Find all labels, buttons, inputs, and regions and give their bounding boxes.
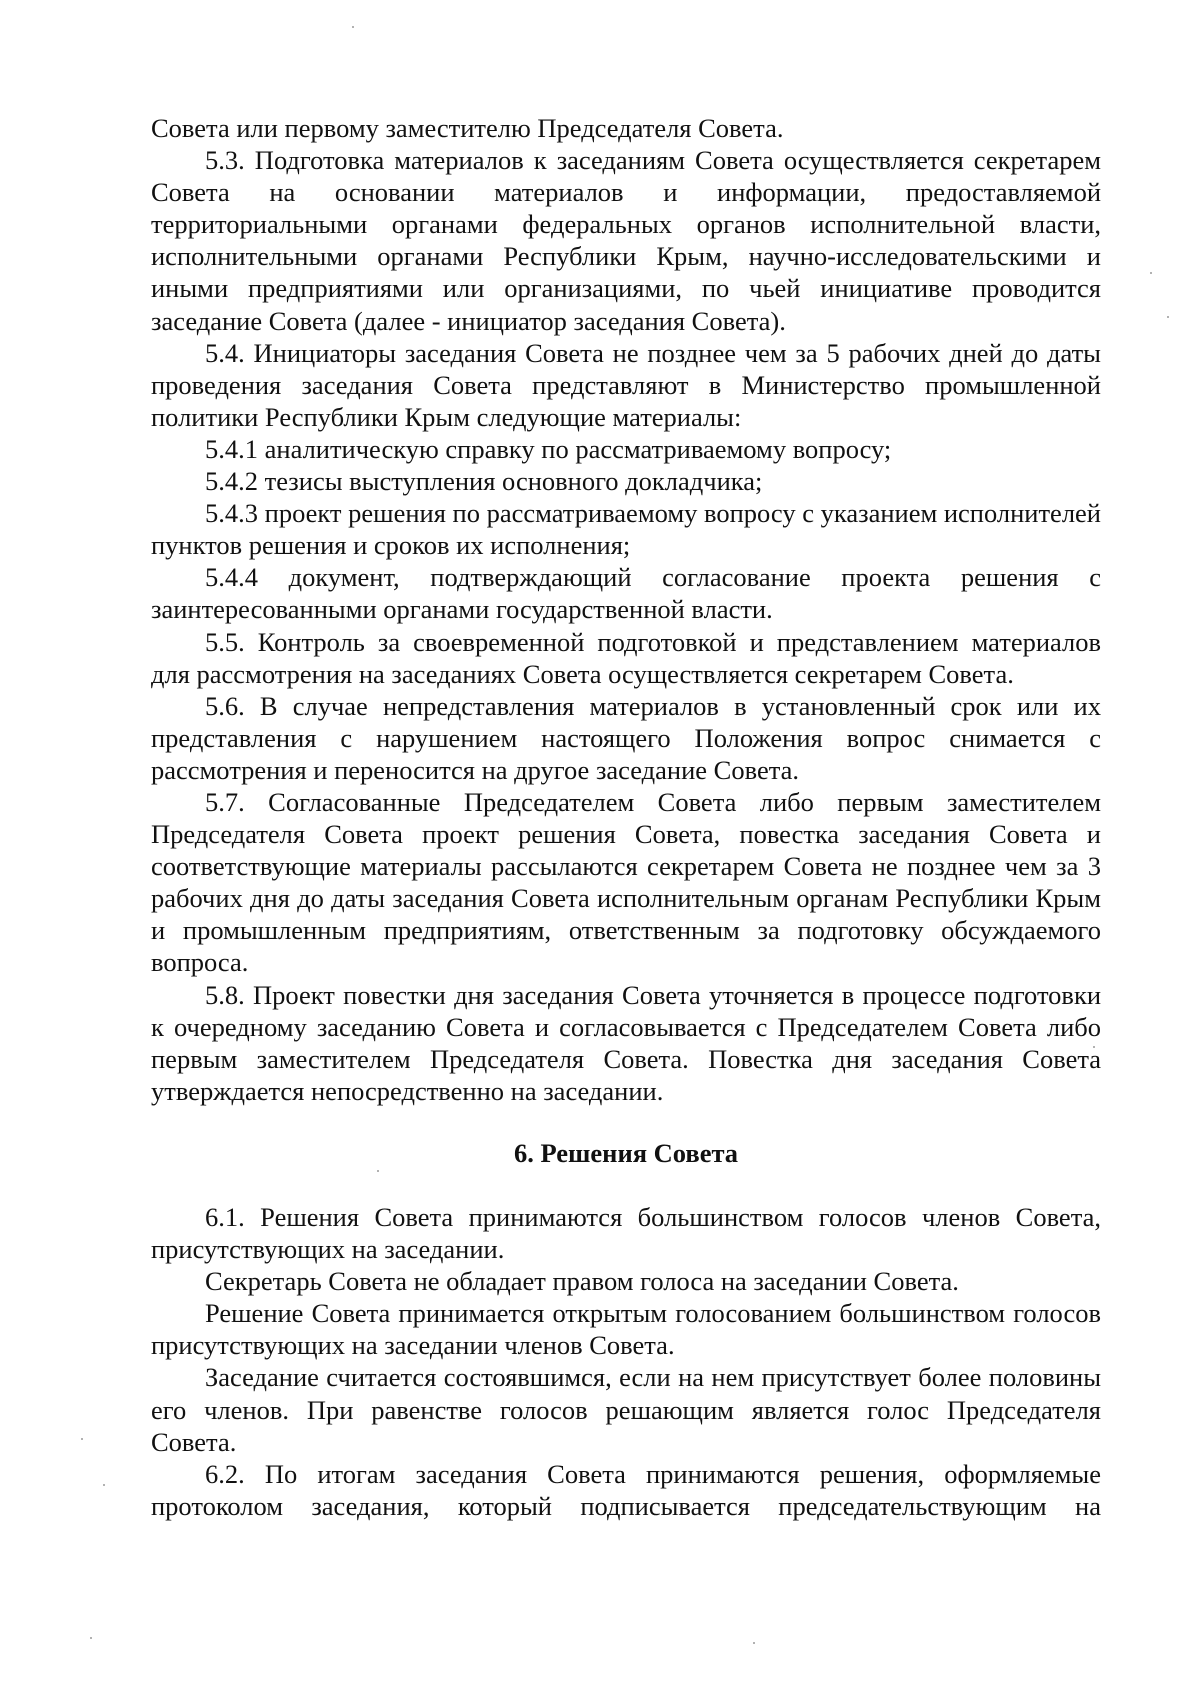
paragraph-5-4-1: 5.4.1 аналитическую справку по рассматриваемому вопросу; bbox=[205, 433, 892, 464]
paragraph-5-4-3: 5.4.3 проект решения по рассматриваемому вопросу с указанием исполнителей пунктов решения и сроков их исполнения; bbox=[151, 498, 1101, 561]
scan-speck bbox=[81, 1438, 83, 1440]
scan-speck bbox=[753, 1642, 755, 1644]
scan-speck bbox=[352, 26, 354, 28]
paragraph-5-8: 5.8. Проект повестки дня заседания Совета уточняется в процессе подготовки к очередному заседанию Совета и согласовывается с Председателем Совета либо первым заместителем Председателя Совета. Повестка дня заседания Совета утверждается непосредственно на заседании. bbox=[151, 979, 1101, 1106]
scan-speck bbox=[90, 1637, 92, 1639]
scan-speck bbox=[103, 1484, 105, 1486]
paragraph-5-4-4: 5.4.4 документ, подтверждающий согласование проекта решения с заинтересованными органами государственной власти. bbox=[151, 562, 1101, 625]
paragraph-5-5: 5.5. Контроль за своевременной подготовкой и представлением материалов для рассмотрения на заседаниях Совета осуществляется секретарем Совета. bbox=[151, 626, 1101, 689]
paragraph-5-4-2: 5.4.2 тезисы выступления основного докладчика; bbox=[205, 466, 763, 497]
document-body bbox=[151, 112, 1101, 1522]
paragraph-5-3: 5.3. Подготовка материалов к заседаниям Совета осуществляется секретарем Совета на основании материалов и информации, предоставляемой территориальными органами федеральных органов исполнительной власти, исполнительными органами Республики Крым, научно-исследовательскими и иными предприятиями или организациями, по чьей инициативе проводится заседание Совета (далее - инициатор заседания Совета). bbox=[151, 145, 1101, 336]
scan-speck bbox=[1150, 272, 1152, 274]
paragraph-6-2: 6.2. По итогам заседания Совета принимаются решения, оформляемые протоколом заседания, который подписывается председательствующим на bbox=[151, 1458, 1101, 1521]
paragraph-open-voting: Решение Совета принимается открытым голосованием большинством голосов присутствующих на заседании членов Совета. bbox=[151, 1298, 1101, 1361]
paragraph-5-6: 5.6. В случае непредставления материалов в установленный срок или их представления с нарушением настоящего Положения вопрос снимается с рассмотрения и переносится на другое заседание Совета. bbox=[151, 690, 1101, 785]
paragraph-quorum: Заседание считается состоявшимся, если на нем присутствует более половины его членов. При равенстве голосов решающим является голос Председателя Совета. bbox=[151, 1362, 1101, 1457]
paragraph-continuation: Совета или первому заместителю Председателя Совета. bbox=[151, 113, 784, 143]
paragraph-5-4: 5.4. Инициаторы заседания Совета не позднее чем за 5 рабочих дней до даты проведения заседания Совета представляют в Министерство промышленной политики Республики Крым следующие материалы: bbox=[151, 337, 1101, 432]
paragraph-5-7: 5.7. Согласованные Председателем Совета либо первым заместителем Председателя Совета проект решения Совета, повестка заседания Совета и соответствующие материалы рассылаются секретарем Совета не позднее чем за 3 рабочих дня до даты заседания Совета исполнительным органам Республики Крым и промышленным предприятиям, ответственным за подготовку обсуждаемого вопроса. bbox=[151, 786, 1101, 978]
paragraph-secretary: Секретарь Совета не обладает правом голоса на заседании Совета. bbox=[205, 1266, 959, 1297]
paragraph-6-1: 6.1. Решения Совета принимаются большинством голосов членов Совета, присутствующих на заседании. bbox=[151, 1202, 1101, 1265]
scan-speck bbox=[1167, 316, 1169, 318]
section-heading: 6. Решения Совета bbox=[513, 1137, 739, 1168]
